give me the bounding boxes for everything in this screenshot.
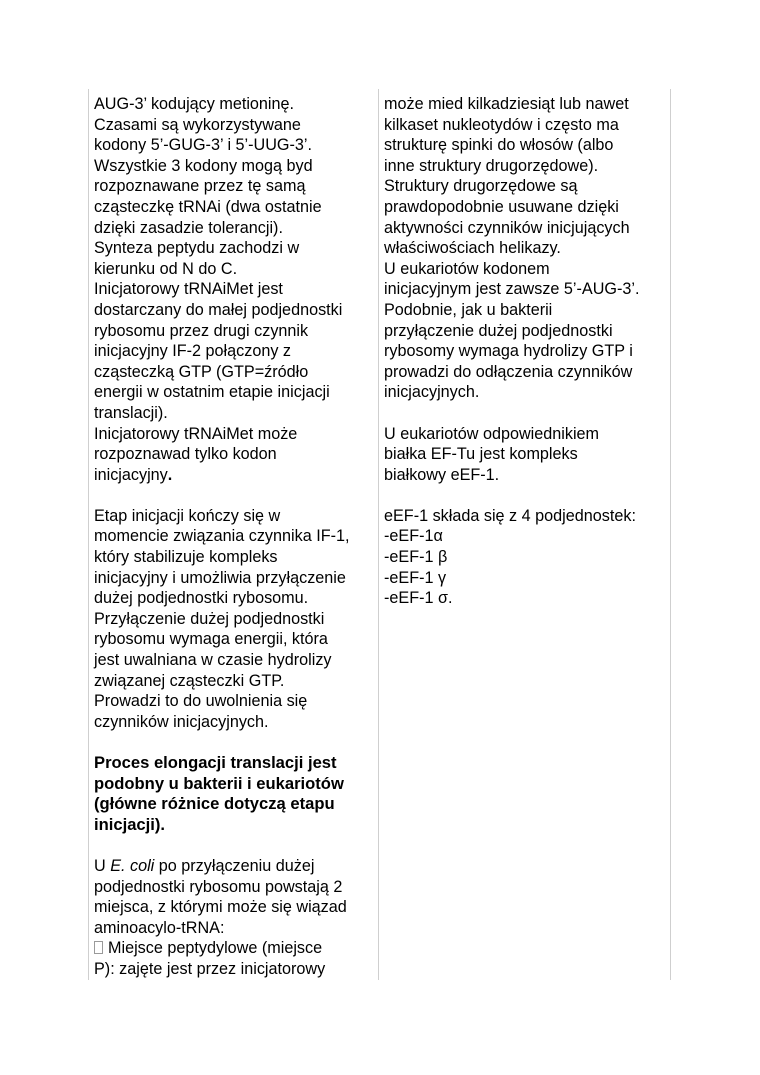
text-line: rybosomu przez drugi czynnik (94, 321, 309, 340)
text-line: prawdopodobnie usuwane dzięki (384, 197, 619, 216)
text-line: może mied kilkadziesiąt lub nawet (384, 95, 629, 113)
text-line: właściwościach helikazy. (384, 239, 561, 258)
right-column-cell (379, 89, 670, 980)
text-line: rybosomu wymaga energii, która (94, 630, 328, 649)
heading-line: inicjacji). (94, 814, 166, 834)
text-line: Etap inicjacji kończy się w (94, 506, 281, 525)
text-line: dzięki zasadzie tolerancji). (94, 218, 283, 237)
paragraph-spacer (94, 835, 376, 856)
text-line: eEF-1 składa się z 4 podjednostek: (384, 506, 636, 525)
elongation-heading (94, 753, 376, 835)
text-run: inicjacyjny (94, 465, 168, 484)
text-line: rozpoznawad tylko kodon (94, 445, 277, 464)
text-line: Inicjatorowy tRNAiMet może (94, 424, 298, 443)
text-line: cząsteczką GTP (GTP=źródło (94, 362, 309, 381)
two-column-table (88, 89, 671, 980)
heading-line: Proces elongacji translacji jest (94, 753, 337, 772)
heading-line: podobny u bakterii i eukariotów (94, 773, 344, 793)
text-line: który stabilizuje kompleks (94, 548, 278, 567)
right-paragraph-leader-structure (384, 94, 668, 403)
paragraph-spacer (94, 485, 376, 506)
paragraph-spacer (94, 732, 376, 753)
paragraph-spacer (384, 403, 668, 424)
text-line: inicjacyjnym jest zawsze 5’-AUG-3’. (384, 280, 640, 299)
text-line: aminoacylo-tRNA: (94, 918, 225, 937)
text-line: dużej podjednostki rybosomu. (94, 589, 309, 608)
text-line: Wszystkie 3 kodony mogą byd (94, 156, 313, 175)
text-run: po przyłączeniu dużej (154, 856, 315, 875)
text-line: Inicjatorowy tRNAiMet jest (94, 280, 283, 299)
list-item: -eEF-1 σ. (384, 589, 453, 608)
text-line: kilkaset nukleotydów i często ma (384, 115, 619, 134)
missing-glyph-bullet-icon (94, 941, 103, 954)
italic-species-name: E. coli (110, 856, 155, 875)
text-line: związanej cząsteczki GTP. (94, 671, 285, 690)
left-column-cell (89, 89, 379, 980)
paragraph-spacer (384, 485, 668, 506)
text-line: inicjacyjny IF-2 połączony z (94, 342, 292, 361)
text-line: Podobnie, jak u bakterii (384, 300, 553, 319)
text-line: białka EF-Tu jest kompleks (384, 445, 578, 464)
text-line: cząsteczkę tRNAi (dwa ostatnie (94, 197, 322, 216)
text-line: strukturę spinki do włosów (albo (384, 136, 614, 155)
list-item: -eEF-1 γ (384, 568, 447, 587)
text-line: inicjacyjnych. (384, 383, 480, 402)
bold-period: . (167, 465, 173, 484)
bullet-line (94, 938, 376, 959)
text-line: rozpoznawane przez tę samą (94, 177, 306, 196)
list-item: -eEF-1α (384, 527, 443, 546)
text-line: Struktury drugorzędowe są (384, 177, 578, 196)
text-line: Synteza peptydu zachodzi w (94, 239, 300, 258)
text-line: inicjacyjny i umożliwia przyłączenie (94, 568, 346, 587)
text-line: U eukariotów kodonem (384, 259, 550, 278)
left-paragraph-initiation-end (94, 506, 376, 733)
text-line: białkowy eEF-1. (384, 465, 500, 484)
text-line: U eukariotów odpowiednikiem (384, 424, 600, 443)
text-line: Przyłączenie dużej podjednostki (94, 609, 325, 628)
text-line: kierunku od N do C. (94, 259, 238, 278)
right-paragraph-ef-tu (384, 424, 668, 486)
text-line: momencie związania czynnika IF-1, (94, 527, 350, 546)
text-line: rybosomy wymaga hydrolizy GTP i (384, 342, 633, 361)
text-run: U (94, 856, 111, 875)
text-line: energii w ostatnim etapie inicjacji (94, 383, 330, 402)
text-line: P): zajęte jest przez inicjatorowy (94, 959, 326, 978)
text-line: podjednostki rybosomu powstają 2 (94, 877, 343, 896)
text-line: AUG-3’ kodujący metioninę. (94, 95, 295, 113)
left-paragraph-ecoli-sites (94, 856, 376, 980)
text-line: kodony 5’-GUG-3’ i 5’-UUG-3’. (94, 136, 312, 155)
list-item: -eEF-1 β (384, 548, 448, 567)
text-line: przyłączenie dużej podjednostki (384, 321, 613, 340)
text-line: Czasami są wykorzystywane (94, 115, 301, 134)
text-line: translacji). (94, 403, 168, 422)
heading-line: (główne różnice dotyczą etapu (94, 794, 335, 814)
text-line: miejsca, z którymi może się wiązad (94, 898, 347, 917)
text-run: Miejsce peptydylowe (miejsce (108, 939, 323, 958)
right-paragraph-eef1-subunits (384, 506, 668, 609)
text-line: czynników inicjacyjnych. (94, 712, 269, 731)
text-line: Prowadzi to do uwolnienia się (94, 692, 308, 711)
text-line (94, 856, 376, 877)
text-line: jest uwalniana w czasie hydrolizy (94, 651, 332, 670)
text-line (94, 465, 376, 486)
text-line: prowadzi do odłączenia czynników (384, 362, 633, 381)
text-line: dostarczany do małej podjednostki (94, 300, 343, 319)
text-line: inne struktury drugorzędowe). (384, 156, 599, 175)
left-paragraph-translation-initiation (94, 94, 376, 485)
text-line: aktywności czynników inicjujących (384, 218, 630, 237)
